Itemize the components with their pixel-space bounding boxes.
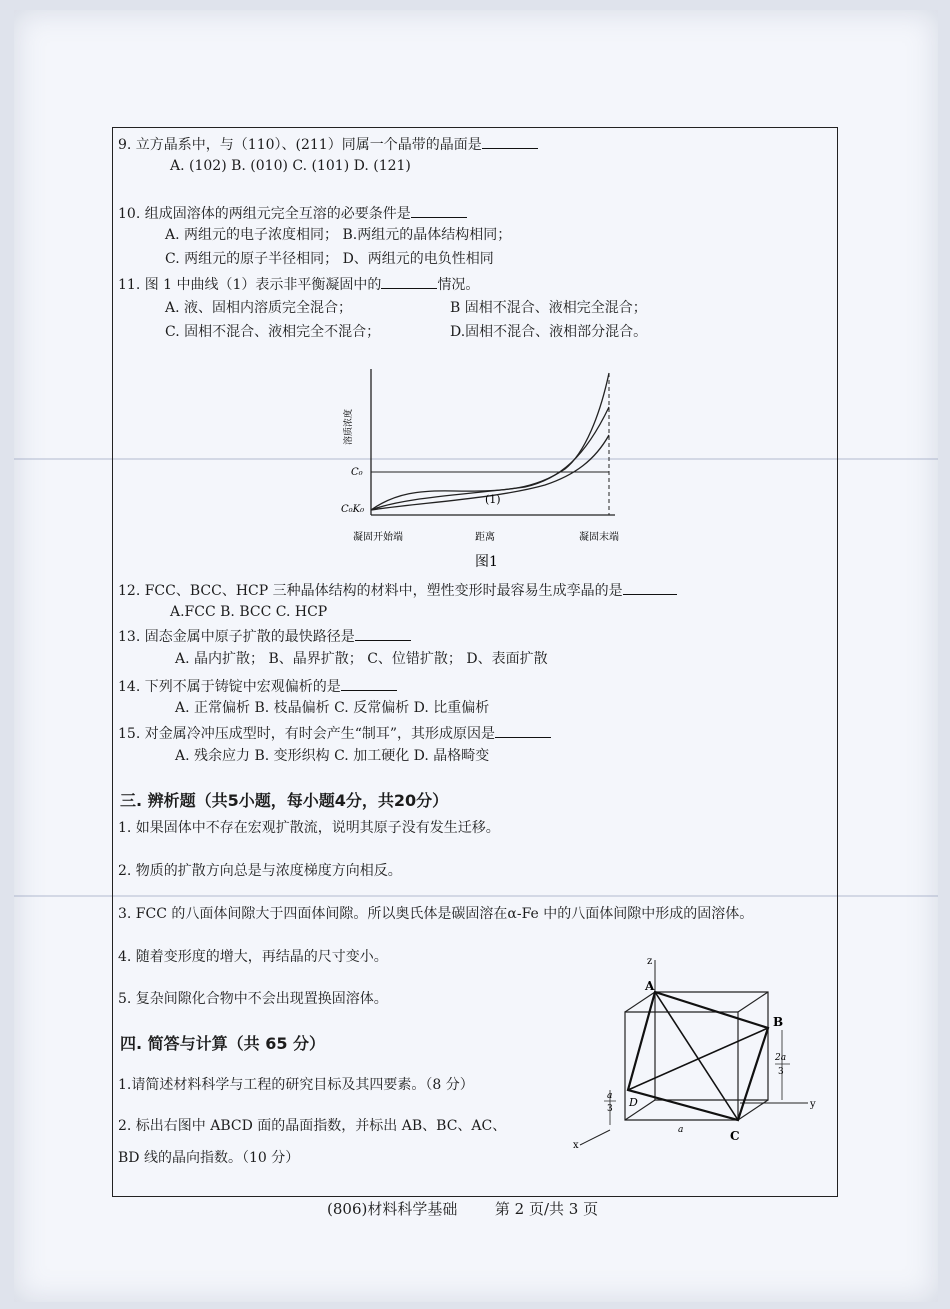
question-10-options-1: A. 两组元的电子浓度相同； B.两组元的晶体结构相同； — [165, 227, 512, 243]
answer-blank — [381, 274, 437, 289]
question-13 — [118, 626, 411, 646]
question-stem: 13. 固态金属中原子扩散的最快路径是 — [118, 629, 355, 645]
answer-blank — [355, 626, 411, 641]
question-stem: 14. 下列不属于铸锭中宏观偏析的是 — [118, 679, 341, 695]
question-11-option-b: B 固相不混合、液相完全混合； — [450, 300, 647, 316]
curve-1-label: (1) — [485, 493, 501, 506]
question-stem: 11. 图 1 中曲线（1）表示非平衡凝固中的 — [118, 277, 382, 293]
question-stem: 12. FCC、BCC、HCP 三种晶体结构的材料中，塑性变形时最容易生成孪晶的是 — [118, 583, 623, 599]
section-3-title: 三. 辨析题（共5小题，每小题4分，共20分） — [120, 791, 449, 810]
dim-2a-num: 2a — [775, 1053, 787, 1063]
course-name: (806)材料科学基础 — [327, 1200, 458, 1218]
point-b-label: B — [773, 1015, 784, 1029]
question-9 — [118, 134, 538, 154]
answer-blank — [495, 723, 551, 738]
answer-blank — [341, 676, 397, 691]
cube-edge — [738, 992, 768, 1012]
question-13-options: A. 晶内扩散； B、晶界扩散； C、位错扩散； D、表面扩散 — [175, 651, 548, 667]
cube-crystal-plane-figure — [570, 950, 830, 1160]
curve-top — [371, 373, 609, 510]
section-3-item-2: 2. 物质的扩散方向总是与浓度梯度方向相反。 — [118, 863, 402, 879]
line-bd — [628, 1028, 768, 1090]
question-10 — [118, 203, 467, 223]
point-d-label: D — [629, 1096, 638, 1109]
question-stem-tail: 情况。 — [437, 277, 480, 293]
dim-2a-den: 3 — [778, 1067, 784, 1077]
y-label: y — [810, 1099, 816, 1110]
section-4-item-2-cont: BD 线的晶向指数。（10 分） — [118, 1150, 300, 1166]
section-4-item-2: 2. 标出右图中 ABCD 面的晶面指数，并标出 AB、BC、AC、 — [118, 1118, 507, 1134]
x-end-label: 凝固末端 — [579, 532, 619, 543]
question-10-options-2: C. 两组元的原子半径相同； D、两组元的电负性相同 — [165, 251, 494, 267]
answer-blank — [482, 134, 538, 149]
dim-a-den: 3 — [607, 1104, 613, 1114]
figure-caption: 图1 — [475, 554, 498, 570]
question-stem: 15. 对金属冷冲压成型时，有时会产生“制耳”，其形成原因是 — [118, 726, 496, 742]
section-3-item-4: 4. 随着变形度的增大，再结晶的尺寸变小。 — [118, 949, 388, 965]
page-footer — [327, 1198, 598, 1219]
question-14 — [118, 676, 397, 696]
question-stem: 10. 组成固溶体的两组元完全互溶的必要条件是 — [118, 206, 411, 222]
dim-a-num: a — [607, 1091, 613, 1101]
x-label: x — [573, 1140, 579, 1151]
section-3-item-5: 5. 复杂间隙化合物中不会出现置换固溶体。 — [118, 991, 388, 1007]
section-3-item-1: 1. 如果固体中不存在宏观扩散流，说明其原子没有发生迁移。 — [118, 820, 500, 836]
section-3-item-3: 3. FCC 的八面体间隙大于四面体间隙。所以奥氏体是碳固溶在α-Fe 中的八面体间隙中形成的固溶体。 — [118, 906, 754, 922]
question-11-option-a: A. 液、固相内溶质完全混合； — [165, 300, 353, 316]
question-12-options: A.FCC B. BCC C. HCP — [170, 604, 328, 620]
y-axis-label: 溶质浓度 — [344, 408, 354, 446]
question-15 — [118, 723, 551, 743]
section-4-title: 四. 简答与计算（共 65 分） — [120, 1034, 326, 1053]
cube-back-face — [655, 992, 768, 1100]
answer-blank — [411, 203, 467, 218]
question-15-options: A. 残余应力 B. 变形织构 C. 加工硬化 D. 晶格畸变 — [175, 748, 490, 764]
x-start-label: 凝固开始端 — [353, 532, 403, 543]
question-stem: 9. 立方晶系中，与（110）、(211）同属一个晶带的晶面是 — [118, 137, 482, 153]
z-label: z — [647, 956, 653, 967]
plane-abcd — [628, 992, 768, 1120]
dim-a-label: a — [678, 1125, 684, 1135]
point-a-label: A — [645, 979, 655, 993]
x-axis — [580, 1130, 610, 1145]
question-11-option-c: C. 固相不混合、液相完全不混合； — [165, 324, 381, 340]
question-12 — [118, 580, 677, 600]
question-11 — [118, 274, 479, 294]
question-11-option-d: D.固相不混合、液相部分混合。 — [450, 324, 648, 340]
answer-blank — [623, 580, 677, 595]
c0-label: C₀ — [351, 467, 363, 478]
x-mid-label: 距离 — [475, 532, 495, 543]
section-4-item-1: 1.请简述材料科学与工程的研究目标及其四要素。（8 分） — [118, 1077, 474, 1093]
question-14-options: A. 正常偏析 B. 枝晶偏析 C. 反常偏析 D. 比重偏析 — [175, 700, 490, 716]
question-9-options: A. (102) B. (010) C. (101) D. (121) — [170, 158, 411, 174]
point-c-label: C — [730, 1129, 740, 1143]
c0k0-label: C₀K₀ — [341, 504, 365, 515]
figure-1-solute-concentration-chart — [335, 365, 655, 575]
page-number: 第 2 页/共 3 页 — [494, 1200, 599, 1218]
